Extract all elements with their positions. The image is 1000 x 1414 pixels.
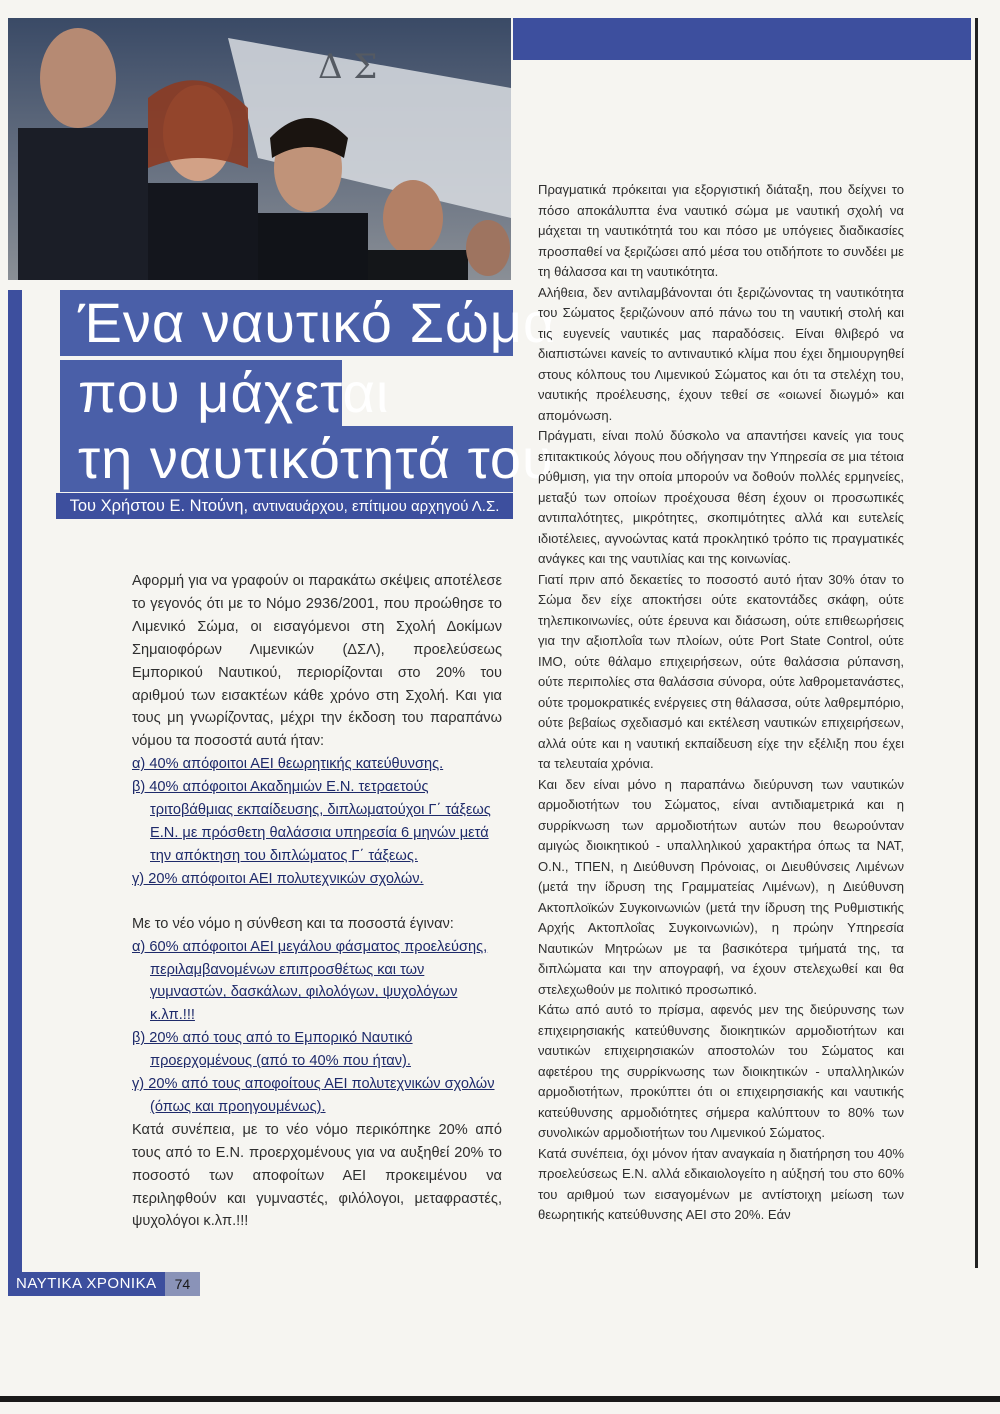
magazine-name: ΝΑΥΤΙΚΑ ΧΡΟΝΙΚΑ <box>8 1272 165 1296</box>
title-line-1: Ένα ναυτικό Σώμα <box>60 290 513 356</box>
left-column <box>132 570 502 1233</box>
author-name: Του Χρήστου Ε. Ντούνη, <box>69 497 249 515</box>
byline <box>56 493 513 519</box>
new-quota-a: α) 60% απόφοιτοι ΑΕΙ μεγάλου φάσματος προελεύσης, περιλαμβανομένων επιπροσθέτως και των γυμναστών, δασκάλων, φιλολόγων, ψυχολόγων κ.λπ.!!! <box>132 938 488 1024</box>
right-paragraph-5: Και δεν είναι μόνο η παραπάνω διεύρυνση των ναυτικών αρμοδιοτήτων του Σώματος, είναι αντιδιαμετρικά και η συρρίκνωση των αρμοδιοτήτων αυτών που θεωρούνταν αμιγώς διοικητικού - υπαλληλικού χαρακτήρα όπως τα ΝΑΤ, Ο.Ν., ΤΠΕΝ, η Διεύθυνση Πρόνοιας, οι Διευθύνσεις Λιμένων (μετά την ίδρυση της Γραμματείας Λιμένων), η Διεύθυνση Ακτοπλοϊκών Συγκοινωνιών (μετά την ίδρυση της Ρυθμιστικής Αρχής Ακτοπλοΐας Συγκοινωνιών), η πρώην Υπηρεσία Ναυτικών Μητρώων με τα βασικότερα τμήματά της, τα διπλώματα και την απογραφή, να έχουν στελεχωθεί και θα στελεχωθούν με πολιτικό προσωπικό. <box>538 776 904 997</box>
inscription-text: Δ Σ <box>318 47 378 87</box>
bottom-rule <box>0 1396 1000 1402</box>
right-column <box>538 180 904 1226</box>
page-footer <box>8 1272 200 1296</box>
top-accent-bar <box>513 18 971 60</box>
old-quota-b: β) 40% απόφοιτοι Ακαδημιών Ε.Ν. τετραετούς τριτοβάθμιας εκπαίδευσης, διπλωματούχοι Γ΄ τάξεως Ε.Ν. με πρόσθετη θαλάσσια υπηρεσία 6 μηνών μετά την απόκτηση του διπλώματος Γ΄ τάξεως. <box>132 779 491 864</box>
title-line-3: τη ναυτικότητά του <box>60 426 513 492</box>
old-quota-a: α) 40% απόφοιτοι ΑΕΙ θεωρητικής κατεύθυνσης. <box>132 756 444 773</box>
header-photo <box>8 18 511 280</box>
title-line-2: που μάχεται <box>60 360 342 426</box>
right-paragraph-6: Κάτω από αυτό το πρίσμα, αφενός μεν της διεύρυνσης των επιχειρησιακής κατεύθυνσης διοικητικών αρμοδιοτήτων και ναυτικών επιχειρησιακών αποστολών του Σώματος και αφετέρου της συρρίκνωσης των διοικητικών - υπαλληλικών αρμοδιοτήτων, προκύπτει ότι οι επιχειρησιακής και ναυτικής κατεύθυνσης αρμοδιότητες σήμερα καλύπτουν το 80% των συνολικών αρμοδιοτήτων του Λιμενικού Σώματος. <box>538 1002 904 1140</box>
page-number: 74 <box>165 1272 201 1296</box>
conclusion-paragraph: Κατά συνέπεια, με το νέο νόμο περικόπηκε 20% από τους από το Ε.Ν. προερχομένους για να αυξηθεί 20% το ποσοστό των αποφοίτων ΑΕΙ προκειμένου να περιληφθούν και γυμναστές, φιλόλογοι, μεταφραστές, ψυχολόγοι κ.λπ.!!! <box>132 1121 502 1230</box>
right-paragraph-1: Πραγματικά πρόκειται για εξοργιστική διάταξη, που δείχνει το πόσο αποκάλυπτα ένα ναυτικό σώμα με ναυτική σχολή να μάχεται τη ναυτικότητά του και πόσο με υπόγειες διαδικασίες προσπαθεί να ξεριζώσει από μέσα του οτιδήποτε το συνδέει με τη θάλασσα και τη ναυτικότητα. <box>538 182 904 279</box>
new-law-intro: Με το νέο νόμο η σύνθεση και τα ποσοστά έγιναν: <box>132 915 454 932</box>
cadets-illustration <box>8 18 511 280</box>
intro-paragraph: Αφορμή για να γραφούν οι παρακάτω σκέψεις αποτέλεσε το γεγονός ότι με το Νόμο 2936/2001, που προώθησε το Λιμενικό Σώμα, οι εισαγόμενοι στη Σχολή Δοκίμων Σημαιοφόρων Λιμενικών (ΔΣΛ), προελεύσεως Εμπορικού Ναυτικού, περιορίζονται στο 20% του αριθμού των εισακτέων κάθε χρόνο στη Σχολή. Και για τους μη γνωρίζοντας, μέχρι την έκδοση του παραπάνω νόμου τα ποσοστά αυτά ήταν: <box>132 573 502 750</box>
right-edge-rule <box>975 18 978 1268</box>
new-quota-b: β) 20% από τους από το Εμπορικό Ναυτικό προερχομένους (από το 40% που ήταν). <box>132 1030 413 1070</box>
right-paragraph-3: Πράγματι, είναι πολύ δύσκολο να απαντήσει κανείς για τους επιτακτικούς λόγους που οδήγησαν την Υπηρεσία σε μια τέτοια ρύθμιση, για την οποία μπορούν να δοθούν πολλές ερμηνείες, μεταξύ των οποίων προέχουσα θέση έχουν οι προσωπικές αντιπαλότητες, μικρότητες, σκοπιμότητες αλλά και ευτελείς ιδιοτέλειες, αγνοώντας κατά προκλητικό τρόπο τις πραγματικές ανάγκες και της ναυτιλίας και της κοινωνίας. <box>538 428 904 566</box>
old-quota-c: γ) 20% απόφοιτοι ΑΕΙ πολυτεχνικών σχολών. <box>132 870 424 887</box>
right-paragraph-2: Αλήθεια, δεν αντιλαμβάνονται ότι ξεριζώνοντας τη ναυτικότητα του Σώματος ξεριζώνουν από πάνω του τη ναυτική στολή και τις ευγενείς ναυτικές μας παραδόσεις. Είναι θλιβερό να διαπιστώνει κανείς το αντιναυτικό κλίμα που έχει δημιουργηθεί στους κόλπους του Λιμενικού Σώματος και ότι τα στελέχη του, ναυτικής προέλευσης, έχουν τεθεί σε «οιωνεί διωγμό» και απομόνωση. <box>538 284 904 423</box>
left-accent-bar <box>8 290 22 1290</box>
new-quota-c: γ) 20% από τους αποφοίτους ΑΕΙ πολυτεχνικών σχολών (όπως και προηγουμένως). <box>132 1076 495 1115</box>
right-paragraph-4: Γιατί πριν από δεκαετίες το ποσοστό αυτό ήταν 30% όταν το Σώμα δεν είχε αποκτήσει ούτε εκατοντάδες σκάφη, ούτε τηλεπικοινωνίες, ούτε έρευνα και διάσωση, ούτε επιθεωρήσεις για την αξιοπλοΐα των πλοίων, ούτε Port State Control, ούτε ΙΜΟ, ούτε θάλαμο επιχειρήσεων, ούτε θαλάσσια ρύπανση, ούτε περιπολίες στα θαλάσσια σύνορα, ούτε λαθρομετανάστες, ούτε τρομοκρατικές ενέργειες στη θάλασσα, ούτε λαθρεμπόριο, ούτε βεβαίως σχεδιασμό και εκτέλεση ναυτικών επιχειρήσεων, αλλά ούτε και η ναυτική εκπαίδευση είχε την εξέλιξη που έχει τα τελευταία χρόνια. <box>538 571 904 771</box>
author-role: αντιναυάρχου, επίτιμου αρχηγού Λ.Σ. <box>252 498 500 515</box>
right-paragraph-7: Κατά συνέπεια, όχι μόνον ήταν αναγκαία η διατήρηση του 40% προελεύσεως Ε.Ν. αλλά εδικαιολογείτο η αύξησή του στο 60% του αριθμού των εισαγομένων με αντίστοιχη μείωση των θεωρητικής κατεύθυνσης ΑΕΙ στο 20%. Εάν <box>538 1145 904 1222</box>
